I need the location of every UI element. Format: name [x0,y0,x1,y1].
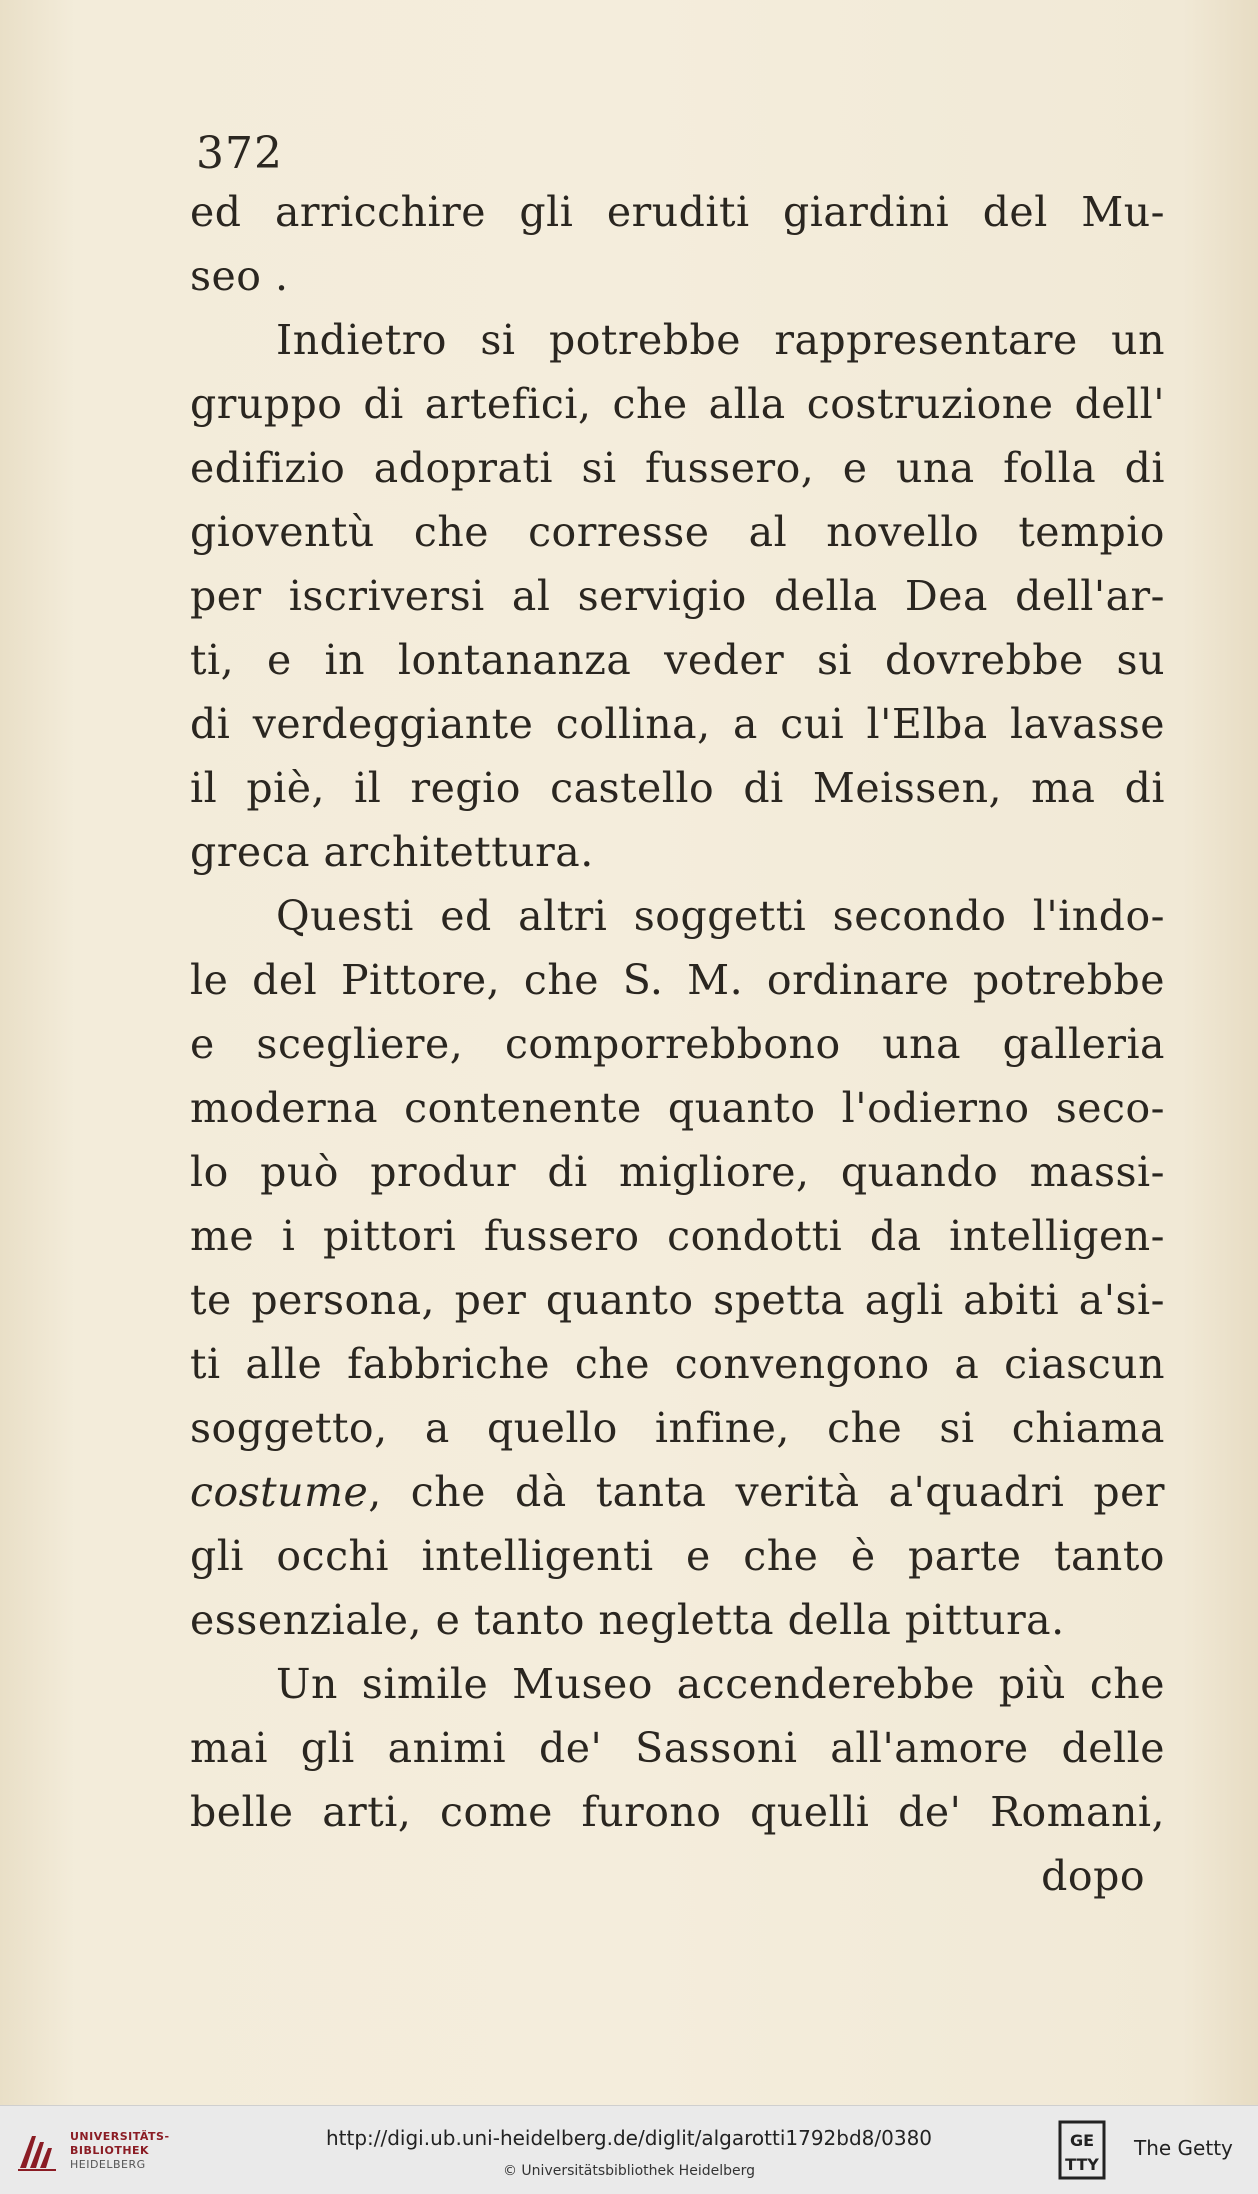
text-line: gioventù che corresse al novello tempio [190,508,1165,556]
text-line: gli occhi intelligenti e che è parte tanto [190,1532,1165,1580]
text-line: ti alle fabbriche che convengono a ciascun [190,1340,1165,1388]
getty-logo-text-bottom: TTY [1065,2155,1099,2174]
permalink-url[interactable]: http://digi.ub.uni-heidelberg.de/diglit/algarotti1792bd8/0380 [325,2126,933,2150]
text-line: lo può produr di migliore, quando massi- [190,1148,1165,1196]
text-line: ed arricchire gli eruditi giardini del Mu- [190,188,1165,236]
text-line: essenziale, e tanto negletta della pittura. [190,1596,1065,1644]
copyright-notice: © Universitätsbibliothek Heidelberg [502,2163,755,2179]
text-line: seo . [190,252,289,300]
text-line: e scegliere, comporrebbono una galleria [190,1020,1165,1068]
text-line: Questi ed altri soggetti secondo l'indo- [276,892,1165,940]
getty-logo-icon[interactable] [1058,2120,1106,2180]
text-line: ti, e in lontananza veder si dovrebbe su [190,636,1165,684]
body-text [190,180,1165,1908]
text-line: belle arti, come furono quelli de' Romani, [190,1788,1165,1836]
text-line: Un simile Museo accenderebbe più che [276,1660,1165,1708]
catchword: dopo [1041,1852,1145,1900]
text-line: edifizio adoprati si fussero, e una folla di [190,444,1165,492]
getty-logo-text-top: GE [1069,2131,1095,2150]
library-name-line3: HEIDELBERG [70,2158,146,2171]
text-line: di verdeggiante collina, a cui l'Elba lavasse [190,700,1165,748]
page-number: 372 [196,128,283,179]
text-line: te persona, per quanto spetta agli abiti a'si- [190,1276,1165,1324]
getty-name: The Getty [1134,2136,1233,2160]
text-line: mai gli animi de' Sassoni all'amore delle [190,1724,1165,1772]
text-line: gruppo di artefici, che alla costruzione dell' [190,380,1165,428]
library-name-line2: BIBLIOTHEK [70,2144,150,2157]
line-rest: , che dà tanta verità a'quadri per [368,1468,1165,1516]
library-name-line1: UNIVERSITÄTS- [70,2130,170,2143]
viewer-footer [0,2105,1258,2194]
text-line: soggetto, a quello infine, che si chiama [190,1404,1165,1452]
text-line: greca architettura. [190,828,594,876]
italic-word: costume [190,1468,369,1516]
text-line: moderna contenente quanto l'odierno seco- [190,1084,1165,1132]
text-line: il piè, il regio castello di Meissen, ma di [190,764,1165,812]
text-line: le del Pittore, che S. M. ordinare potrebbe [190,956,1165,1004]
text-line [190,1460,1165,1524]
text-line: me i pittori fussero condotti da intelligen- [190,1212,1165,1260]
text-line: per iscriversi al servigio della Dea dell'ar- [190,572,1165,620]
text-line: Indietro si potrebbe rappresentare un [276,316,1165,364]
